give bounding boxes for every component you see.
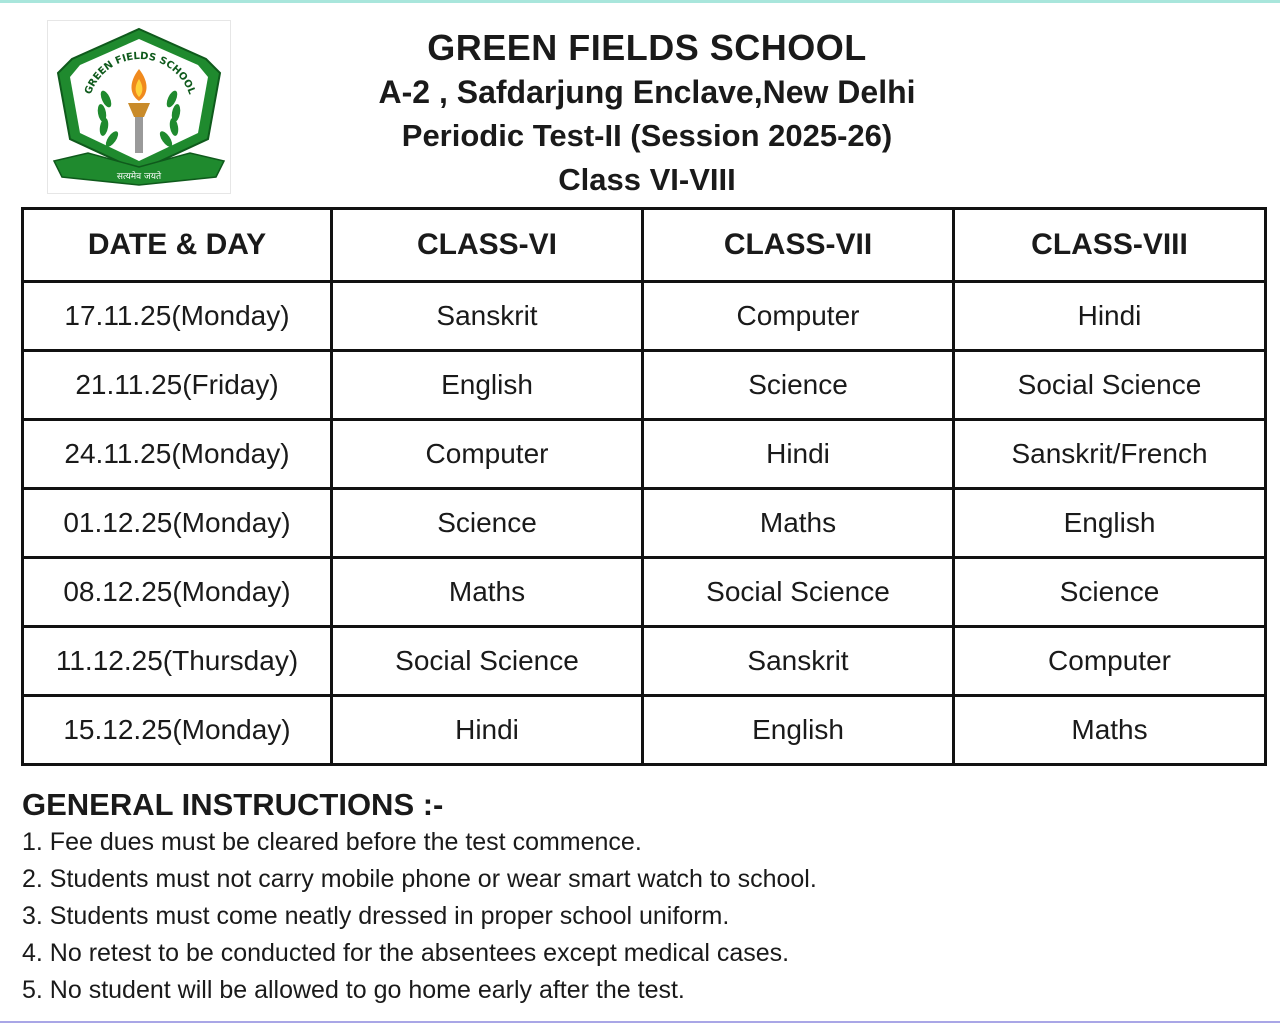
class-vi-subject: Hindi xyxy=(332,696,643,765)
class-vi-subject: English xyxy=(332,351,643,420)
instruction-item: 5. No student will be allowed to go home early after the test. xyxy=(22,976,685,1004)
class-viii-subject: Hindi xyxy=(954,282,1266,351)
table-row xyxy=(23,282,1266,351)
school-address: A-2 , Safdarjung Enclave,New Delhi xyxy=(378,74,916,110)
date-cell: 01.12.25(Monday) xyxy=(23,489,332,558)
instructions-title: GENERAL INSTRUCTIONS :- xyxy=(22,787,444,822)
school-name: GREEN FIELDS SCHOOL xyxy=(427,27,867,68)
class-vii-subject: English xyxy=(643,696,954,765)
class-vii-subject: Science xyxy=(643,351,954,420)
instruction-item: 4. No retest to be conducted for the absentees except medical cases. xyxy=(22,939,790,967)
torch-laurel-emblem-icon xyxy=(48,21,230,193)
class-viii-subject: English xyxy=(954,489,1266,558)
header-class-vi: CLASS-VI xyxy=(332,209,643,282)
date-cell: 17.11.25(Monday) xyxy=(23,282,332,351)
date-cell: 24.11.25(Monday) xyxy=(23,420,332,489)
document-header xyxy=(300,26,994,202)
class-vii-subject: Computer xyxy=(643,282,954,351)
top-border-line xyxy=(0,0,1280,3)
class-range: Class VI-VIII xyxy=(558,162,736,197)
table-row xyxy=(23,420,1266,489)
exam-title: Periodic Test-II (Session 2025-26) xyxy=(401,118,893,153)
header-date-day: DATE & DAY xyxy=(23,209,332,282)
table-row xyxy=(23,558,1266,627)
instruction-item: 1. Fee dues must be cleared before the test commence. xyxy=(22,828,642,856)
class-vii-subject: Maths xyxy=(643,489,954,558)
header-class-vii: CLASS-VII xyxy=(643,209,954,282)
class-vii-subject: Social Science xyxy=(643,558,954,627)
exam-schedule-table xyxy=(21,207,1267,766)
class-viii-subject: Social Science xyxy=(954,351,1266,420)
instructions-list xyxy=(22,824,1252,1009)
class-vii-subject: Hindi xyxy=(643,420,954,489)
instruction-item: 3. Students must come neatly dressed in proper school uniform. xyxy=(22,902,730,930)
class-vii-subject: Sanskrit xyxy=(643,627,954,696)
table-row xyxy=(23,489,1266,558)
logo-motto: सत्यमेव जयते xyxy=(116,172,162,182)
logo-arc-text: GREEN FIELDS SCHOOL xyxy=(82,50,198,97)
date-cell: 21.11.25(Friday) xyxy=(23,351,332,420)
date-cell: 08.12.25(Monday) xyxy=(23,558,332,627)
instruction-item: 2. Students must not carry mobile phone or wear smart watch to school. xyxy=(22,865,817,893)
class-viii-subject: Sanskrit/French xyxy=(954,420,1266,489)
class-vi-subject: Sanskrit xyxy=(332,282,643,351)
table-row xyxy=(23,627,1266,696)
table-header-row xyxy=(23,209,1266,282)
class-vi-subject: Social Science xyxy=(332,627,643,696)
class-vi-subject: Computer xyxy=(332,420,643,489)
table-row xyxy=(23,696,1266,765)
class-viii-subject: Maths xyxy=(954,696,1266,765)
date-cell: 15.12.25(Monday) xyxy=(23,696,332,765)
class-viii-subject: Computer xyxy=(954,627,1266,696)
date-cell: 11.12.25(Thursday) xyxy=(23,627,332,696)
header-class-viii: CLASS-VIII xyxy=(954,209,1266,282)
table-row xyxy=(23,351,1266,420)
general-instructions xyxy=(22,786,1252,1009)
school-logo xyxy=(47,20,231,194)
class-viii-subject: Science xyxy=(954,558,1266,627)
class-vi-subject: Maths xyxy=(332,558,643,627)
class-vi-subject: Science xyxy=(332,489,643,558)
